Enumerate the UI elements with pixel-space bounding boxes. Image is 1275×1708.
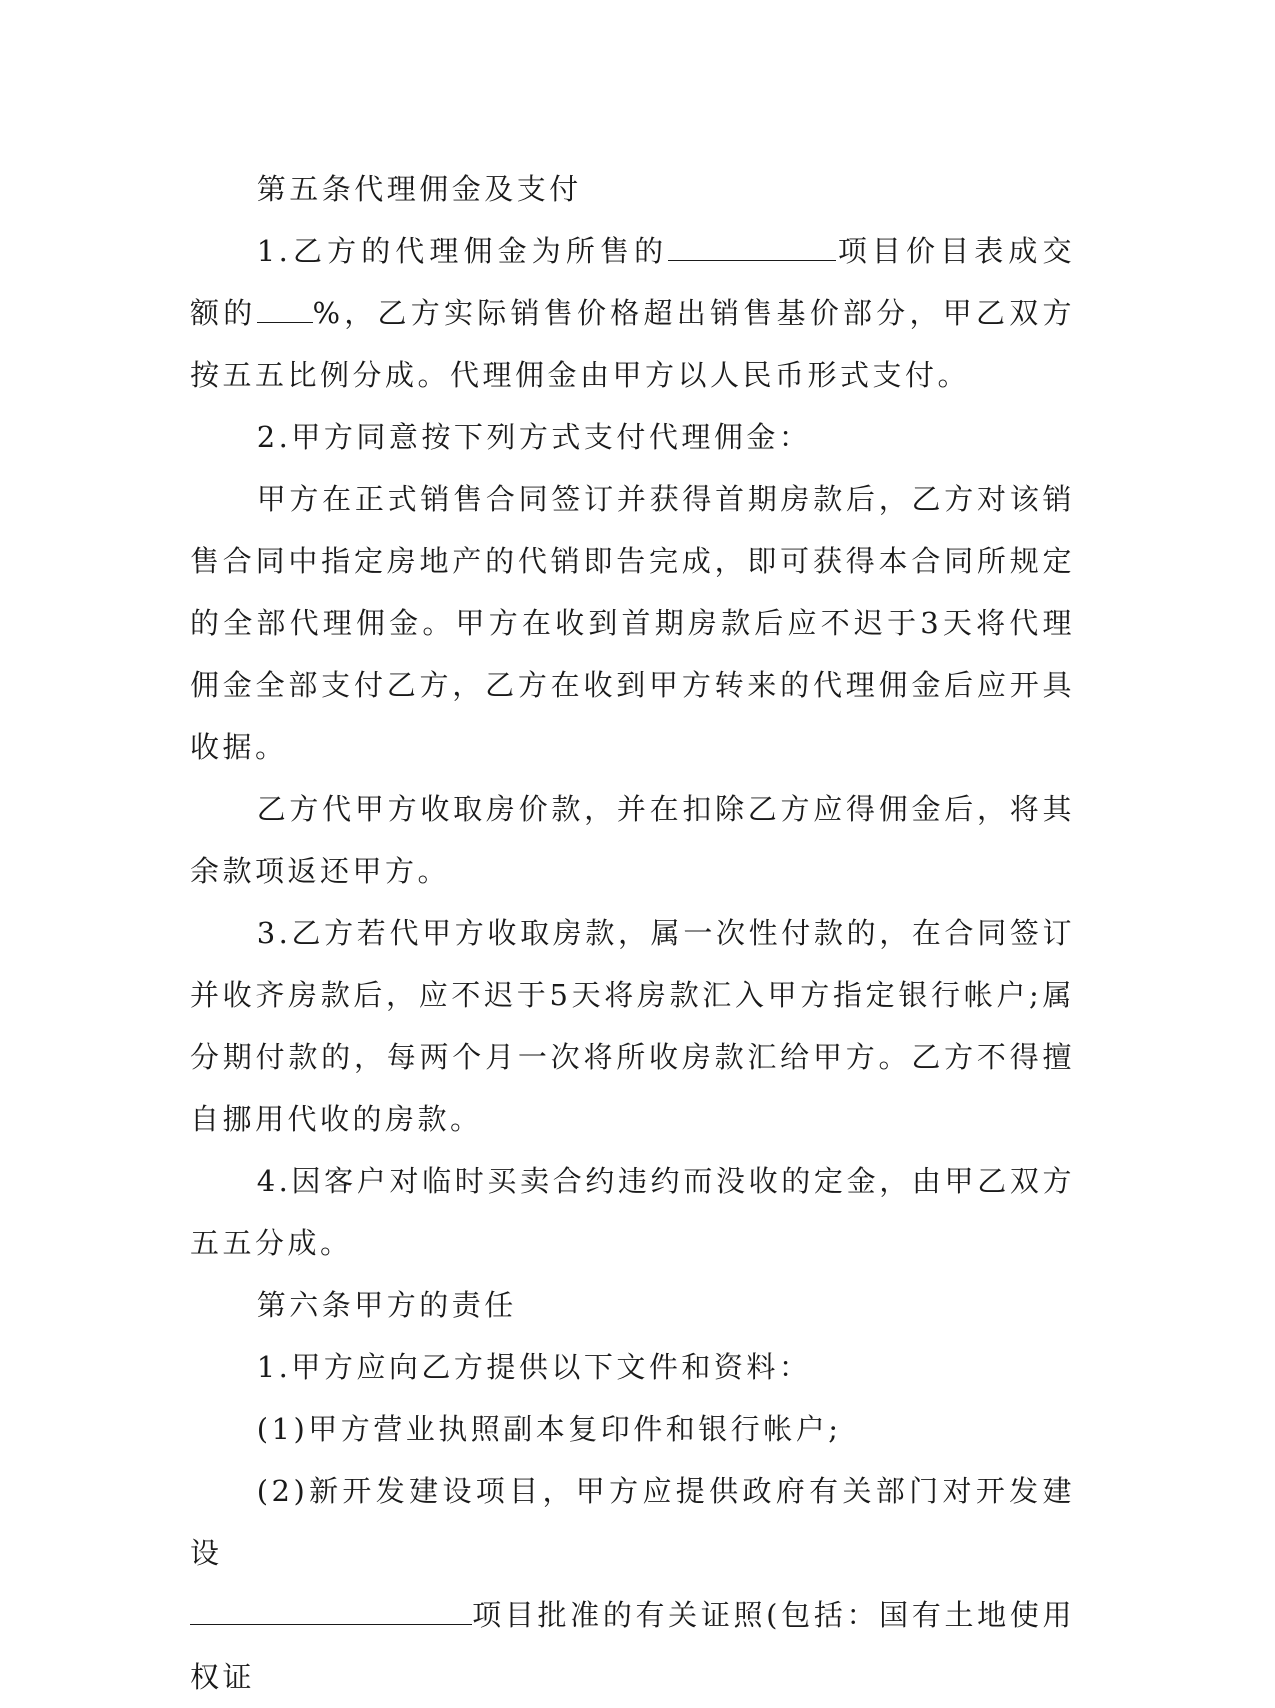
s5-item1-text-c: %，乙方实际销售价格超出销售基价部分，甲乙双方按五五比例分成。代理佣金由甲方以人民币形式支付。 (190, 296, 1075, 392)
s5-item1-paragraph (190, 220, 1075, 406)
s6-item1-sub2-paragraph: (2)新开发建设项目，甲方应提供政府有关部门对开发建设 (190, 1474, 1075, 1570)
s5-item3-paragraph: 3.乙方若代甲方收取房款，属一次性付款的，在合同签订并收齐房款后，应不迟于5天将房款汇入甲方指定银行帐户;属分期付款的，每两个月一次将所收房款汇给甲方。乙方不得擅自挪用代收的房款。 (190, 916, 1075, 1136)
section5-title: 第五条代理佣金及支付 (256, 172, 582, 206)
commission-percent-blank[interactable] (257, 290, 313, 323)
s6-item1-sub2-continuation (190, 1584, 1075, 1708)
project-name-blank[interactable] (668, 228, 836, 261)
s5-item4-paragraph: 4.因客户对临时买卖合约违约而没收的定金，由甲乙双方五五分成。 (190, 1164, 1075, 1260)
s6-item1-paragraph: 1.甲方应向乙方提供以下文件和资料： (256, 1350, 812, 1384)
s5-item2-body-paragraph-1: 甲方在正式销售合同签订并获得首期房款后，乙方对该销售合同中指定房地产的代销即告完成，即可获得本合同所规定的全部代理佣金。甲方在收到首期房款后应不迟于3天将代理佣金全部支付乙方，乙方在收到甲方转来的代理佣金后应开具收据。 (190, 482, 1075, 764)
s5-item1-text-b: 项目价目表成交额的 (190, 234, 1075, 330)
s6-item1-sub2-text-b: 项目批准的有关证照(包括：国有土地使用权证 (190, 1598, 1075, 1694)
s5-item2-body-paragraph-2: 乙方代甲方收取房价款，并在扣除乙方应得佣金后，将其余款项返还甲方。 (190, 792, 1075, 888)
s6-item1-sub1-paragraph: (1)甲方营业执照副本复印件和银行帐户; (256, 1412, 842, 1446)
s5-item1-text-a: 1.乙方的代理佣金为所售的 (256, 234, 669, 268)
s5-item2-paragraph: 2.甲方同意按下列方式支付代理佣金： (256, 420, 812, 454)
section6-title: 第六条甲方的责任 (256, 1288, 517, 1322)
document-body (190, 158, 1075, 1708)
project-approval-blank[interactable] (190, 1592, 472, 1625)
